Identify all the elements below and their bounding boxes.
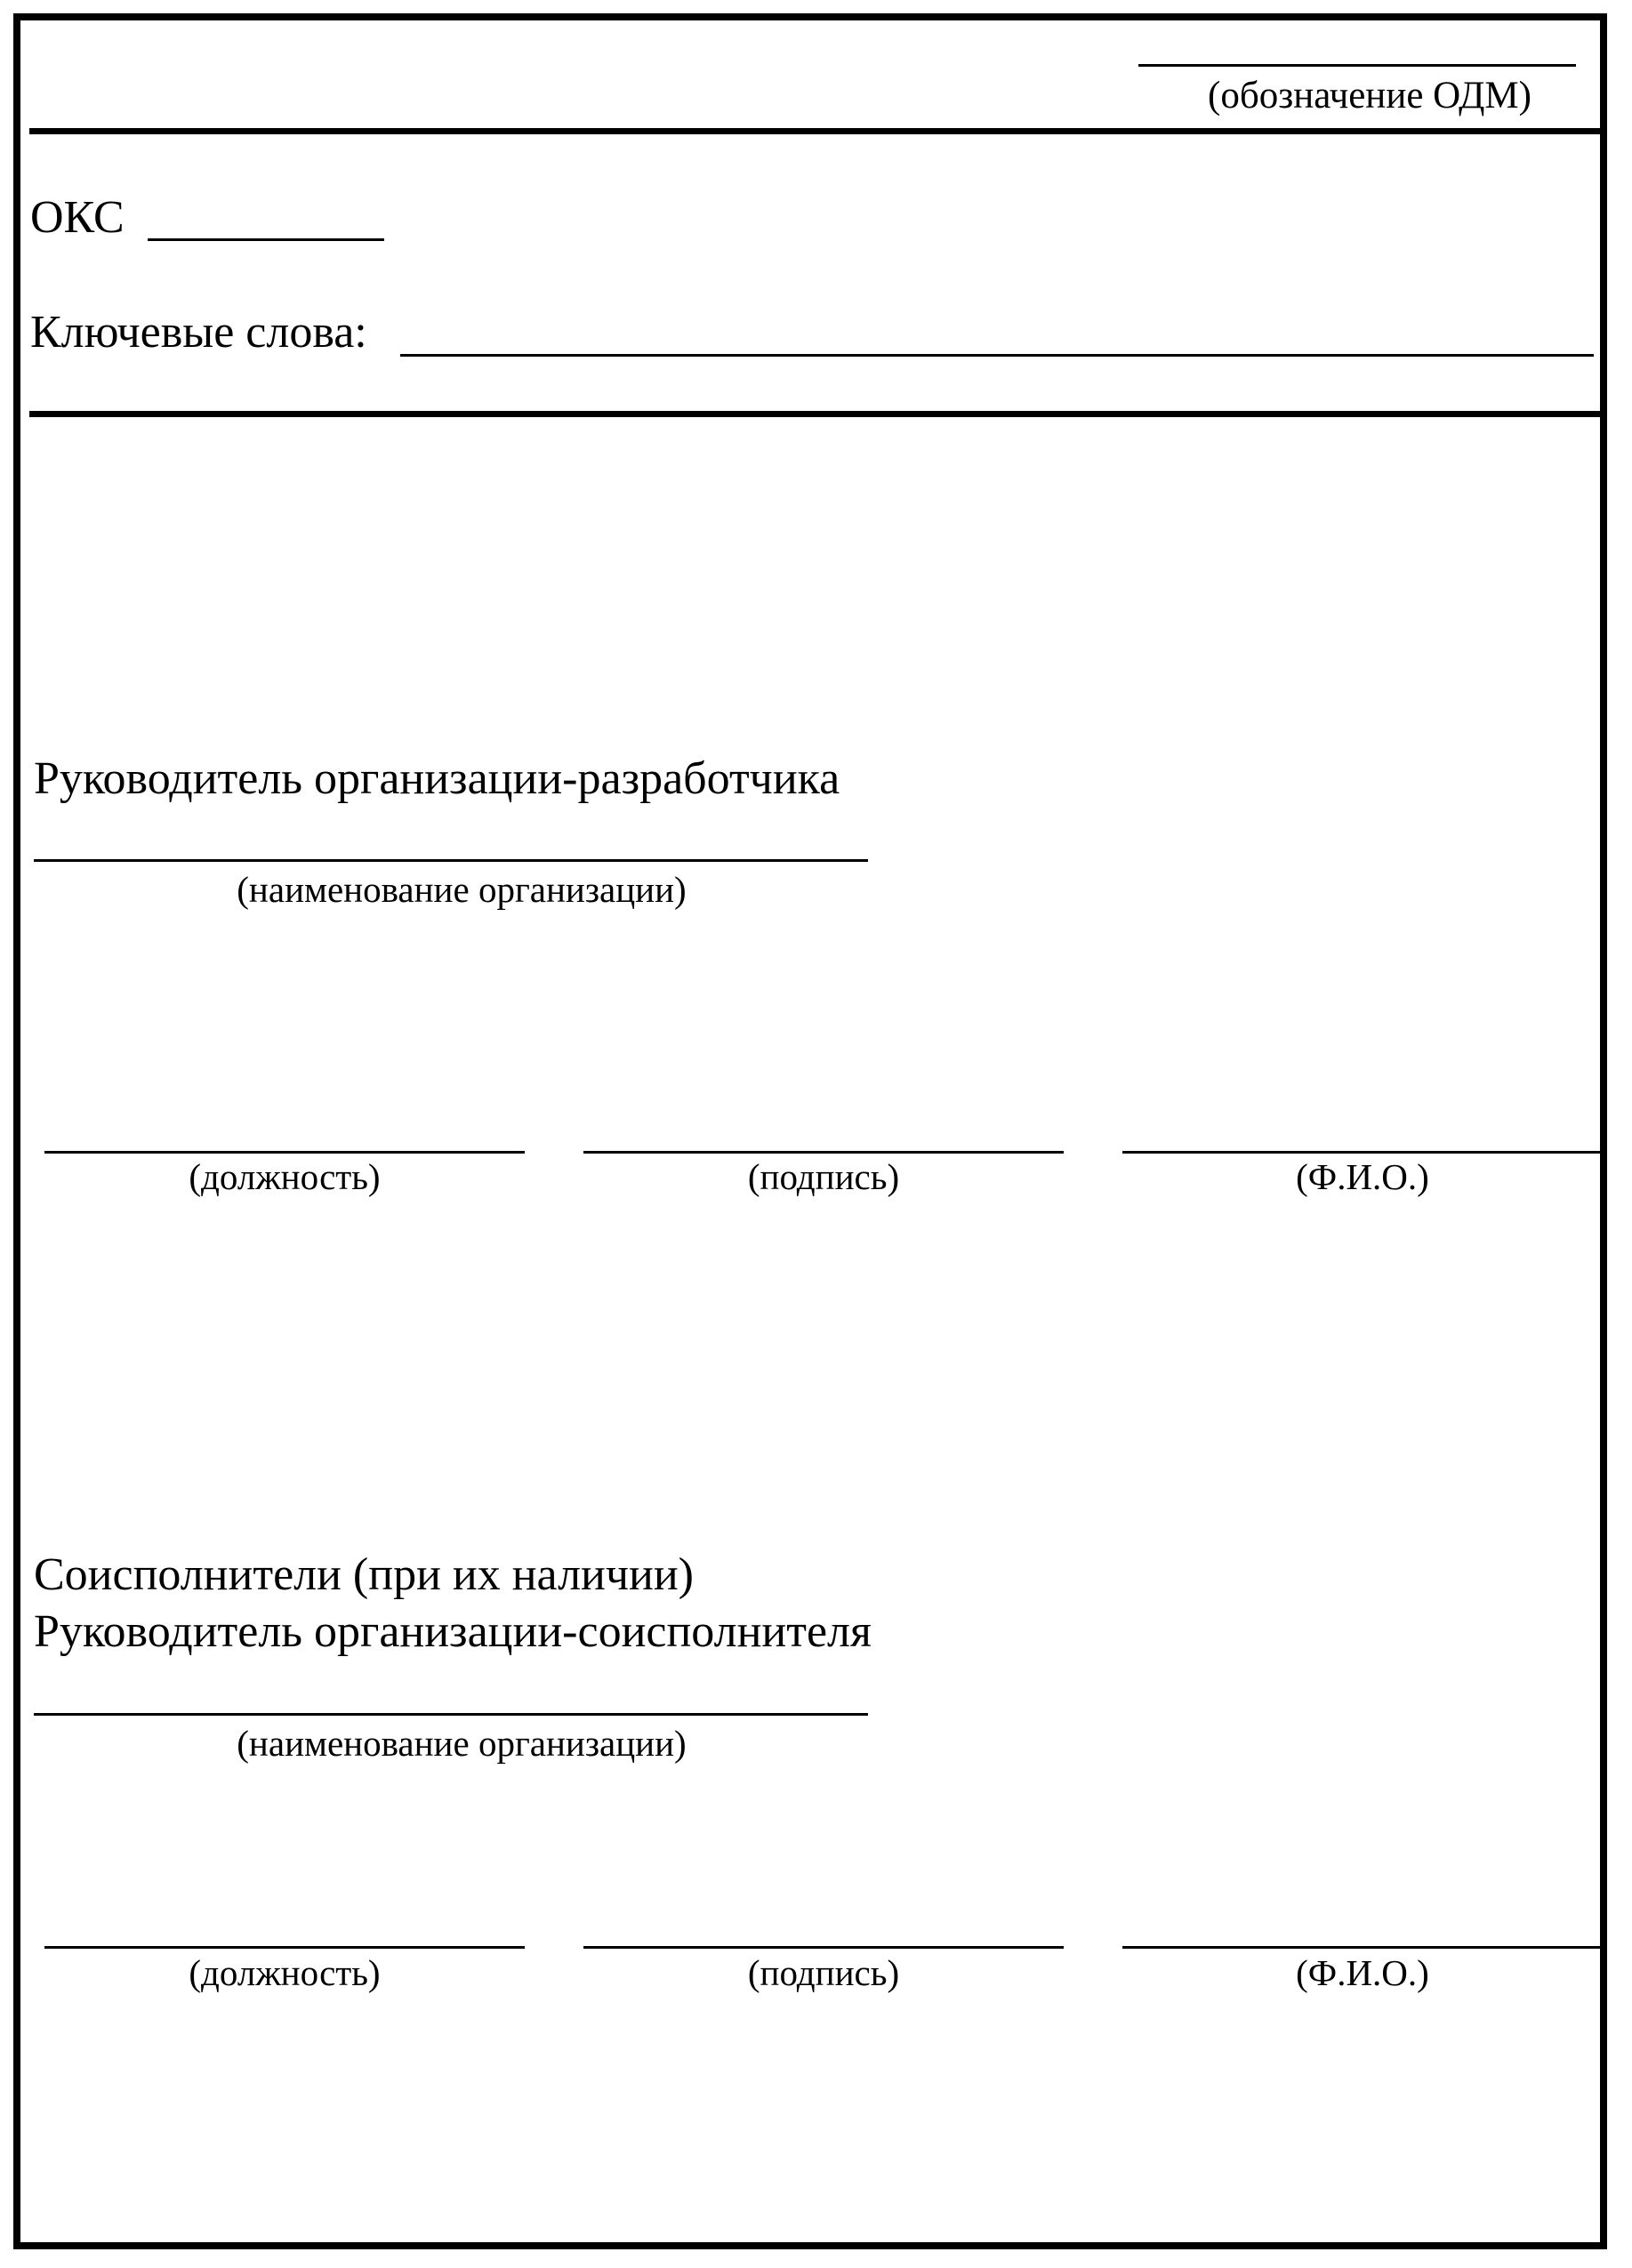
odm-designation-line [1138,64,1576,67]
coexecutor-signature-line [583,1946,1064,1949]
developer-position-line [44,1151,525,1154]
developer-signature-line [583,1151,1064,1154]
coexecutor-name-caption: (Ф.И.О.) [1296,1952,1429,1993]
developer-signature-caption: (подпись) [747,1156,900,1197]
oks-label: ОКС [30,192,125,243]
developer-name-caption: (Ф.И.О.) [1296,1156,1429,1197]
developer-name-line [1122,1151,1603,1154]
coexecutor-heading-line1: Соисполнители (при их наличии) [34,1549,694,1600]
developer-position-caption: (должность) [189,1156,381,1197]
developer-org-caption: (наименование организации) [237,869,687,910]
coexecutor-signature-caption: (подпись) [747,1952,900,1993]
coexecutor-position-line [44,1946,525,1949]
coexecutor-org-caption: (наименование организации) [237,1723,687,1764]
keywords-field-line [400,354,1594,357]
classification-divider [29,411,1604,417]
odm-designation-caption: (обозначение ОДМ) [1208,75,1532,117]
coexecutor-position-caption: (должность) [189,1952,381,1993]
coexecutor-heading-line2: Руководитель организации-соисполнителя [34,1606,872,1657]
oks-field-line [148,238,384,241]
coexecutor-org-line [34,1713,868,1716]
coexecutor-name-line [1122,1946,1603,1949]
header-divider [29,128,1604,134]
developer-heading: Руководитель организации-разработчика [34,753,840,804]
developer-org-line [34,859,868,862]
keywords-label: Ключевые слова: [30,307,367,358]
